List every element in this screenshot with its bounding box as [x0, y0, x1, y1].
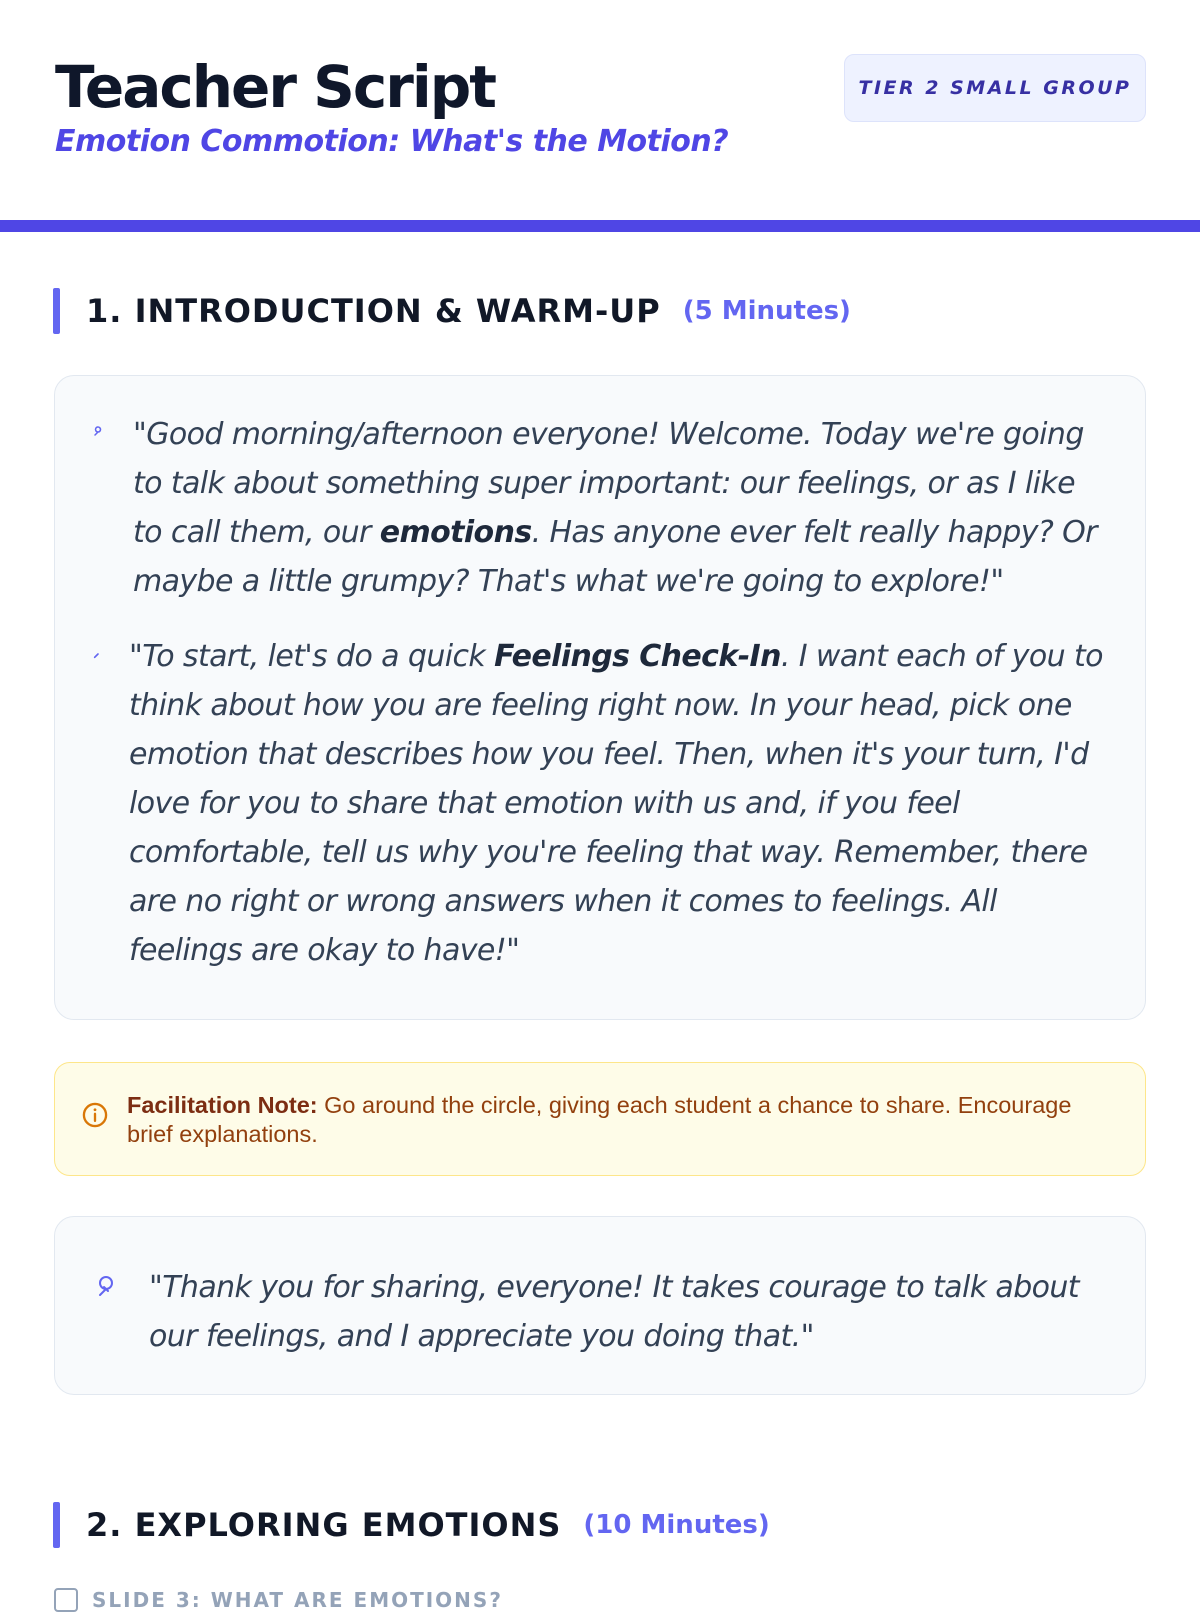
section-title: 1. INTRODUCTION & WARM-UP — [86, 292, 661, 330]
slide-icon — [54, 1588, 78, 1612]
script-text: "Good morning/afternoon everyone! Welcome. Today we're going to talk about something super important: our feelings, or as I like to call them, our emotions. Has anyone ever felt really happy? Or maybe a little grumpy? That's what we're going to explore!" — [133, 417, 1097, 599]
script-line — [93, 632, 1105, 975]
section-accent-bar — [53, 288, 60, 334]
header-divider — [0, 220, 1200, 232]
facilitation-note — [54, 1062, 1146, 1176]
note-text: Go around the circle, giving each student a chance to share. Encourage brief explanations. — [127, 1092, 1072, 1147]
tier-badge: TIER 2 SMALL GROUP — [844, 54, 1146, 122]
microphone-icon — [93, 646, 103, 664]
script-line — [93, 410, 1105, 606]
section-accent-bar — [53, 1502, 60, 1548]
section-heading-introduction — [53, 288, 851, 334]
section-duration: (5 Minutes) — [682, 296, 851, 326]
slide-title: SLIDE 3: WHAT ARE EMOTIONS? — [92, 1588, 503, 1612]
section-duration: (10 Minutes) — [583, 1510, 770, 1540]
page-header — [0, 0, 1200, 220]
script-card — [54, 375, 1146, 1020]
script-text: "To start, let's do a quick Feelings Check-In. I want each of you to think about how you are feeling right now. In your head, pick one emotion that describes how you feel. Then, when it's your turn, I'd love for you to share that emotion with us and, if you feel comfortable, tell us why you're feeling that way. Remember, there are no right or wrong answers when it comes to feelings. All feelings are okay to have!" — [129, 639, 1103, 968]
script-line — [97, 1263, 1105, 1361]
info-icon — [81, 1101, 109, 1136]
section-heading-exploring-emotions — [53, 1502, 770, 1548]
microphone-icon — [97, 1273, 121, 1304]
page-subtitle: Emotion Commotion: What's the Motion? — [55, 124, 729, 159]
page-title: Teacher Script — [55, 53, 496, 121]
slide-label — [54, 1588, 503, 1612]
script-text: "Thank you for sharing, everyone! It takes courage to talk about our feelings, and I appreciate you doing that." — [149, 1270, 1079, 1354]
microphone-icon — [93, 424, 105, 442]
section-title: 2. EXPLORING EMOTIONS — [86, 1506, 562, 1544]
note-label: Facilitation Note: — [127, 1092, 318, 1118]
script-card — [54, 1216, 1146, 1395]
